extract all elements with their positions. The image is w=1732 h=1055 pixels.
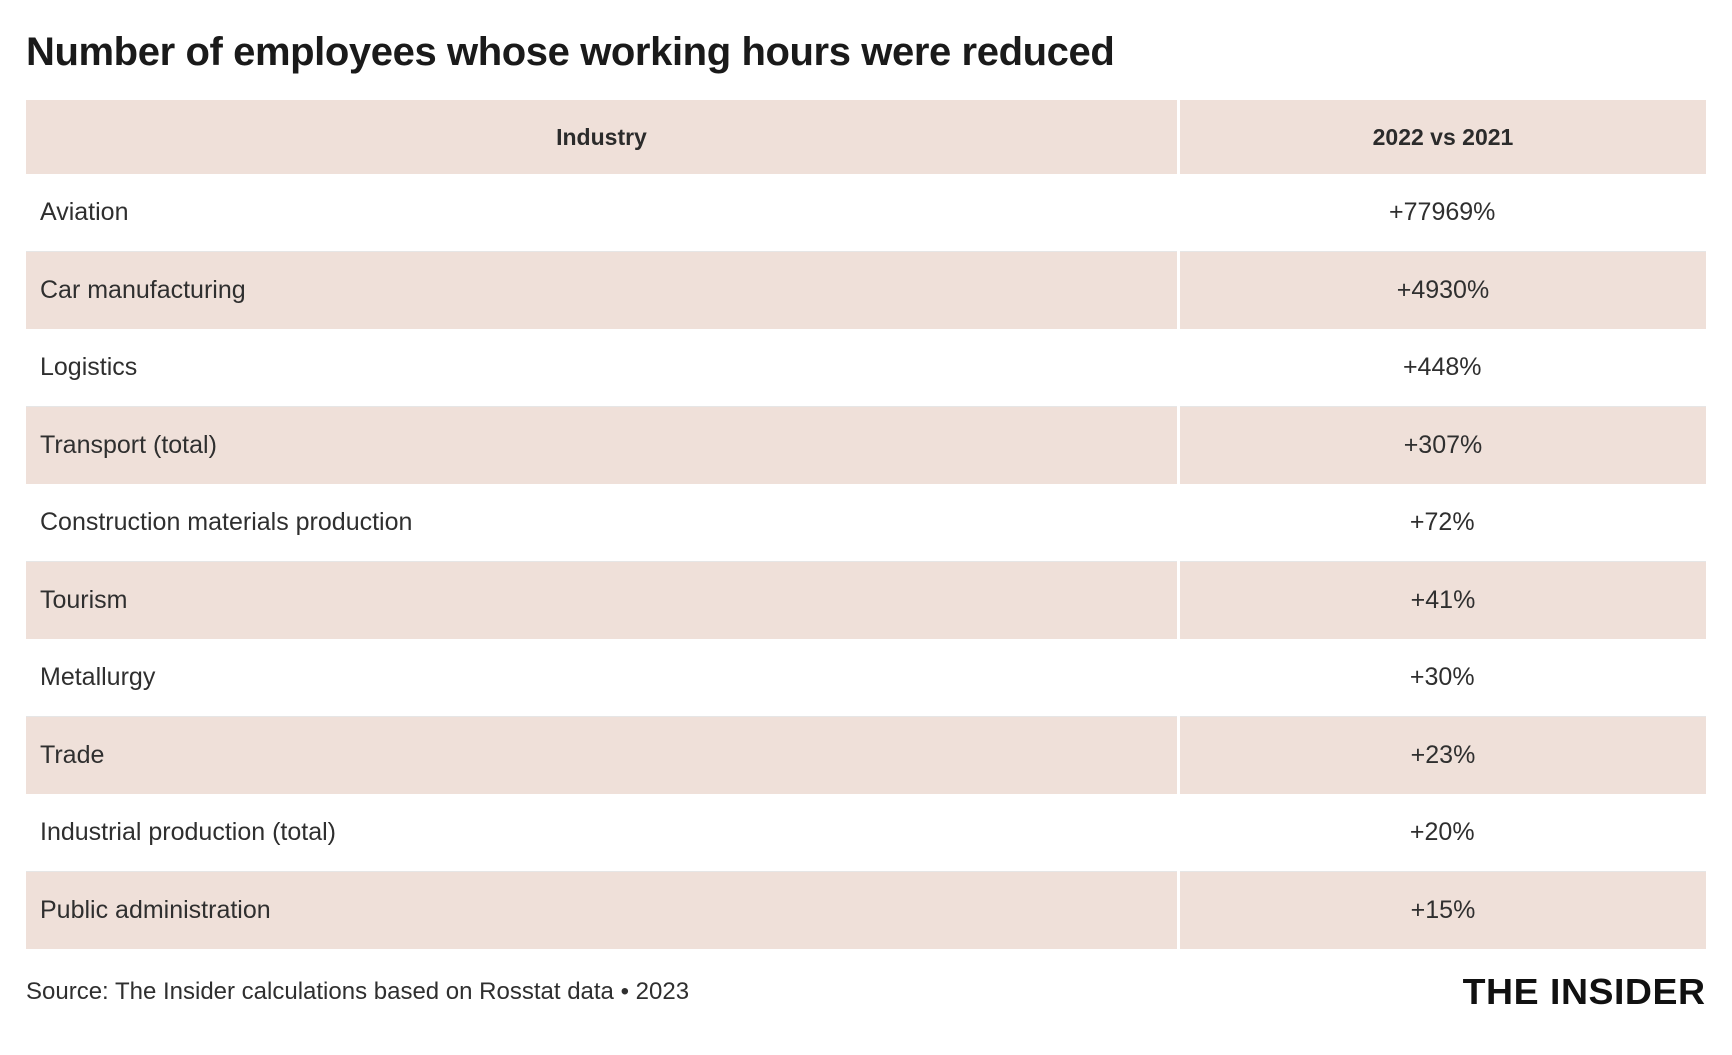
cell-value: +4930% — [1178, 252, 1706, 330]
cell-value: +448% — [1178, 329, 1706, 407]
cell-industry: Tourism — [26, 562, 1178, 640]
cell-industry: Metallurgy — [26, 639, 1178, 717]
cell-industry: Industrial production (total) — [26, 794, 1178, 872]
cell-industry: Transport (total) — [26, 407, 1178, 485]
brand-logo: THE INSIDER — [1463, 971, 1706, 1012]
cell-industry: Public administration — [26, 872, 1178, 950]
table-header — [26, 100, 1706, 174]
cell-industry: Aviation — [26, 174, 1178, 252]
table-row — [26, 484, 1706, 562]
column-header-industry: Industry — [26, 100, 1178, 174]
table-row — [26, 717, 1706, 795]
table-row — [26, 174, 1706, 252]
page-title: Number of employees whose working hours were reduced — [26, 30, 1115, 74]
table-body — [26, 174, 1706, 949]
table-row — [26, 639, 1706, 717]
column-header-comparison: 2022 vs 2021 — [1178, 100, 1706, 174]
cell-industry: Logistics — [26, 329, 1178, 407]
cell-value: +307% — [1178, 407, 1706, 485]
cell-industry: Construction materials production — [26, 484, 1178, 562]
table-row — [26, 252, 1706, 330]
cell-value: +41% — [1178, 562, 1706, 640]
cell-value: +20% — [1178, 794, 1706, 872]
table-row — [26, 562, 1706, 640]
data-table — [26, 100, 1706, 949]
source-note: Source: The Insider calculations based on Rosstat data • 2023 — [26, 978, 690, 1005]
table-header-row — [26, 100, 1706, 174]
cell-value: +72% — [1178, 484, 1706, 562]
cell-industry: Car manufacturing — [26, 252, 1178, 330]
cell-value: +23% — [1178, 717, 1706, 795]
table-row — [26, 407, 1706, 485]
footer — [26, 971, 1706, 1013]
table-row — [26, 872, 1706, 950]
cell-value: +15% — [1178, 872, 1706, 950]
table-row — [26, 794, 1706, 872]
table-row — [26, 329, 1706, 407]
cell-value: +77969% — [1178, 174, 1706, 252]
cell-industry: Trade — [26, 717, 1178, 795]
cell-value: +30% — [1178, 639, 1706, 717]
